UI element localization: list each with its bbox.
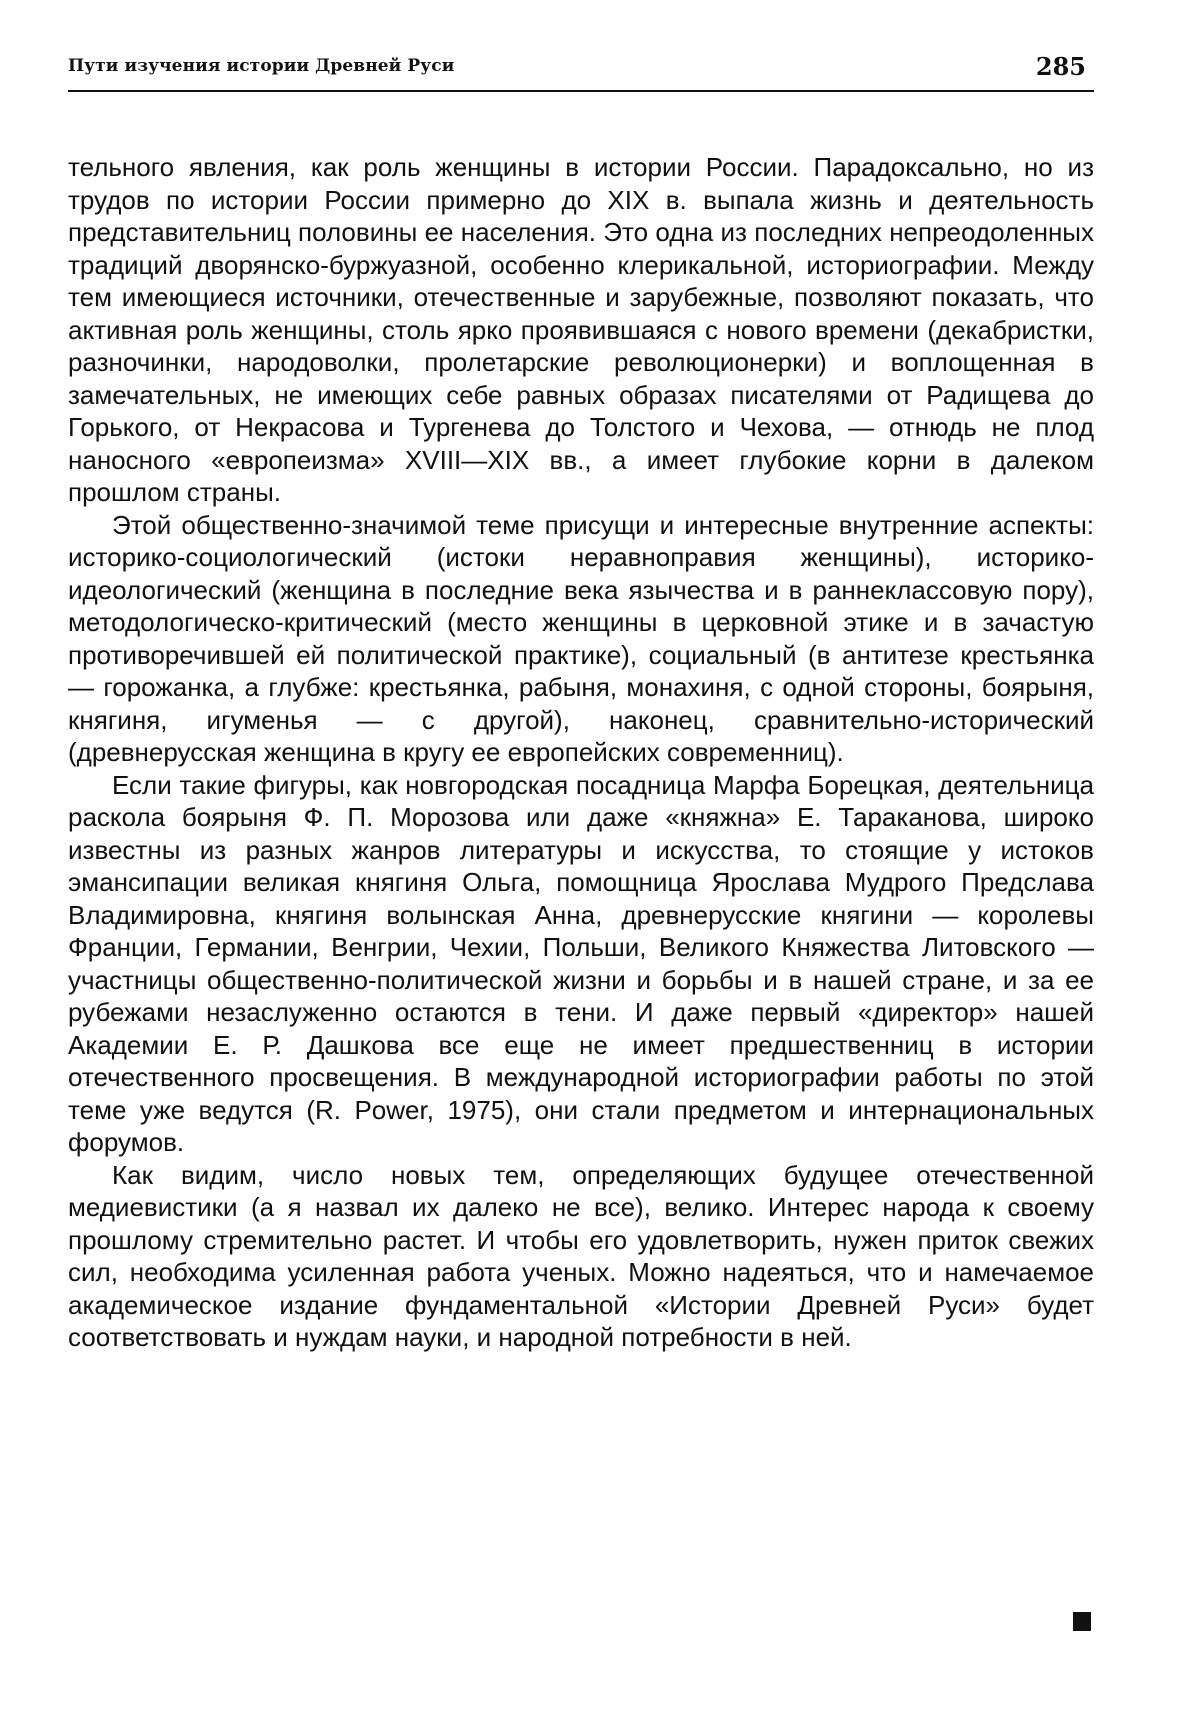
running-title: Пути изучения истории Древней Руси [68,56,455,76]
paragraph-4: Как видим, число новых тем, определяющих будущее отечественной медиевистики (а я назвал их далеко не все), велико. Интерес народа к своему прошлому стремительно растет. И чтобы его удовлетворить, нужен приток свежих сил, необходима усиленная работа ученых. Можно надеяться, что и намечаемое академическое издание фундаментальной «Истории Древней Руси» будет соответствовать и нуждам науки, и народной потребности в ней. [68,1159,1094,1352]
body-text [68,151,1094,1354]
running-header [68,50,1094,92]
book-page [68,0,1094,1727]
page-number: 285 [1035,52,1086,81]
end-of-chapter-square-icon [1073,1612,1091,1631]
paragraph-1: тельного явления, как роль женщины в истории России. Парадоксально, но из трудов по истории России примерно до XIX в. выпала жизнь и деятельность представительниц половины ее населения. Это одна из последних непреодоленных традиций дворянско-буржуазной, особенно клерикальной, историографии. Между тем имеющиеся источники, отечественные и зарубежные, позволяют показать, что активная роль женщины, столь ярко проявившаяся с нового времени (декабристки, разночинки, народоволки, пролетарские революционерки) и воплощенная в замечательных, не имеющих себе равных образах писателями от Радищева до Горького, от Некрасова и Тургенева до Толстого и Чехова, — отнюдь не плод наносного «европеизма» XVIII—XIX вв., а имеет глубокие корни в далеком прошлом страны. [68,152,1094,507]
paragraph-2: Этой общественно-значимой теме присущи и интересные внутренние аспекты: историко-социологический (истоки неравноправия женщины), историко-идеологический (женщина в последние века язычества и в раннеклассовую пору), методологическо-критический (место женщины в церковной этике и в зачастую противоречившей ей политической практике), социальный (в антитезе крестьянка — горожанка, а глубже: крестьянка, рабыня, монахиня, с одной стороны, боярыня, княгиня, игуменья — с другой), наконец, сравнительно-исторический (древнерусская женщина в кругу ее европейских современниц). [68,509,1094,767]
paragraph-3: Если такие фигуры, как новгородская посадница Марфа Борецкая, деятельница раскола боярыня Ф. П. Морозова или даже «княжна» Е. Тараканова, широко известны из разных жанров литературы и искусства, то стоящие у истоков эмансипации великая княгиня Ольга, помощница Ярослава Мудрого Предслава Владимировна, княгиня волынская Анна, древнерусские княгини — королевы Франции, Германии, Венгрии, Чехии, Польши, Великого Княжества Литовского — участницы общественно-политической жизни и борьбы и в нашей стране, и за ее рубежами незаслуженно остаются в тени. И даже первый «директор» нашей Академии Е. Р. Дашкова все еще не имеет предшественниц в истории отечественного просвещения. В международной историографии работы по этой теме уже ведутся (R. Power, 1975), они стали предметом и интернациональных форумов. [68,769,1094,1157]
